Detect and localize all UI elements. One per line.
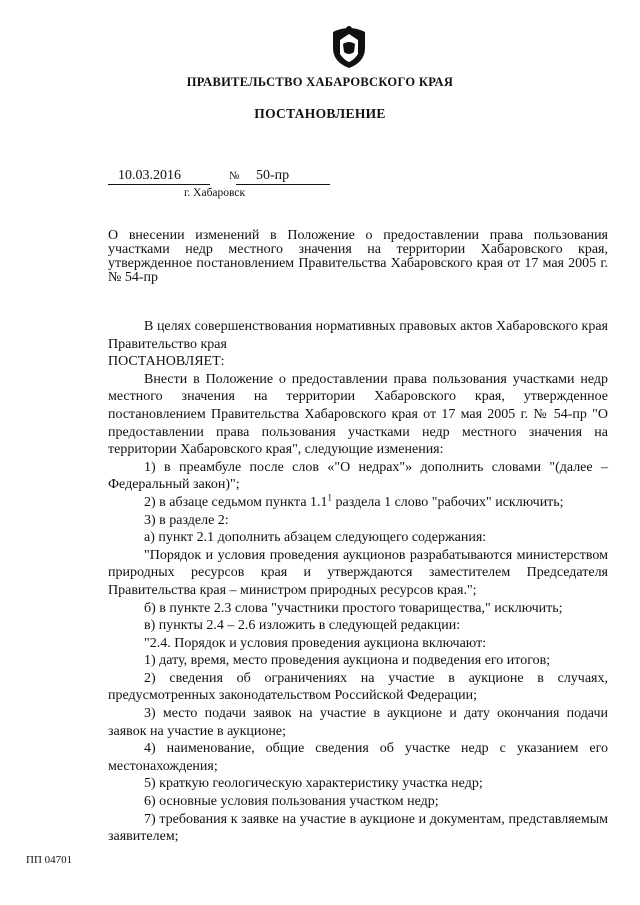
list-item: 1) в преамбуле после слов «"О недрах"» дополнить словами "(далее – Федеральный закон)";	[108, 459, 608, 493]
document-number: 50-пр	[236, 168, 330, 185]
list-item: б) в пункте 2.3 слова "участники простого товарищества," исключить;	[144, 600, 563, 616]
document-title: О внесении изменений в Положение о предоставлении права пользования участками недр местного значения на территории Хабаровского края, утвержденное постановлением Правительства Хабаровского края от 17 мая 2005 г. № 54-пр	[108, 228, 608, 285]
list-item: 7) требования к заявке на участие в аукционе и документам, представляемым заявителем;	[108, 811, 608, 845]
document-code: ПП 04701	[26, 854, 73, 866]
body-paragraph: "Порядок и условия проведения аукционов разрабатываются министерством природных ресурсов края и утверждаются заместителем Председателя Правительства края – министром природных ресурсов края.";	[108, 547, 608, 598]
document-date: 10.03.2016	[108, 168, 210, 185]
list-item: а) пункт 2.1 дополнить абзацем следующего содержания:	[144, 530, 487, 546]
list-item: 5) краткую геологическую характеристику участка недр;	[144, 776, 483, 792]
list-item: 4) наименование, общие сведения об участке недр с указанием его местонахождения;	[108, 741, 608, 774]
list-item: "2.4. Порядок и условия проведения аукциона включают:	[144, 635, 487, 651]
superscript: 1	[327, 492, 333, 503]
coat-of-arms-icon	[329, 22, 369, 70]
list-item-text: 2) в абзаце седьмом пункта 1.1	[144, 494, 328, 510]
document-body	[108, 318, 608, 846]
list-item	[108, 494, 608, 512]
document-type: ПОСТАНОВЛЕНИЕ	[254, 106, 386, 121]
number-sign: №	[229, 170, 240, 182]
decree-word: ПОСТАНОВЛЯЕТ:	[108, 354, 225, 370]
list-item: 3) место подачи заявок на участие в аукционе и дату окончания подачи заявок на участие в аукционе;	[108, 706, 608, 739]
body-paragraph: Внести в Положение о предоставлении права пользования участками недр местного значения на территории Хабаровского края, утвержденное постановлением Правительства Хабаровского края от 17 мая 2005 г. № 54-пр "О предоставлении права пользования участками недр местного значения на территории Хабаровского края", следующие изменения:	[108, 371, 608, 458]
list-item: 1) дату, время, место проведения аукциона и подведения его итогов;	[144, 653, 551, 669]
city: г. Хабаровск	[184, 187, 246, 199]
government-name: ПРАВИТЕЛЬСТВО ХАБАРОВСКОГО КРАЯ	[186, 75, 454, 89]
list-item: 2) сведения об ограничениях на участие в аукционе в случаях, предусмотренных законодательством Российской Федерации;	[108, 670, 608, 704]
list-item: в) пункты 2.4 – 2.6 изложить в следующей редакции:	[144, 618, 461, 634]
list-item: 3) в разделе 2:	[144, 512, 229, 528]
list-item: 6) основные условия пользования участком недр;	[144, 794, 439, 810]
list-item-text: раздела 1 слово "рабочих" исключить;	[332, 494, 564, 510]
body-paragraph: В целях совершенствования нормативных правовых актов Хабаровского края Правительство края	[108, 319, 608, 352]
